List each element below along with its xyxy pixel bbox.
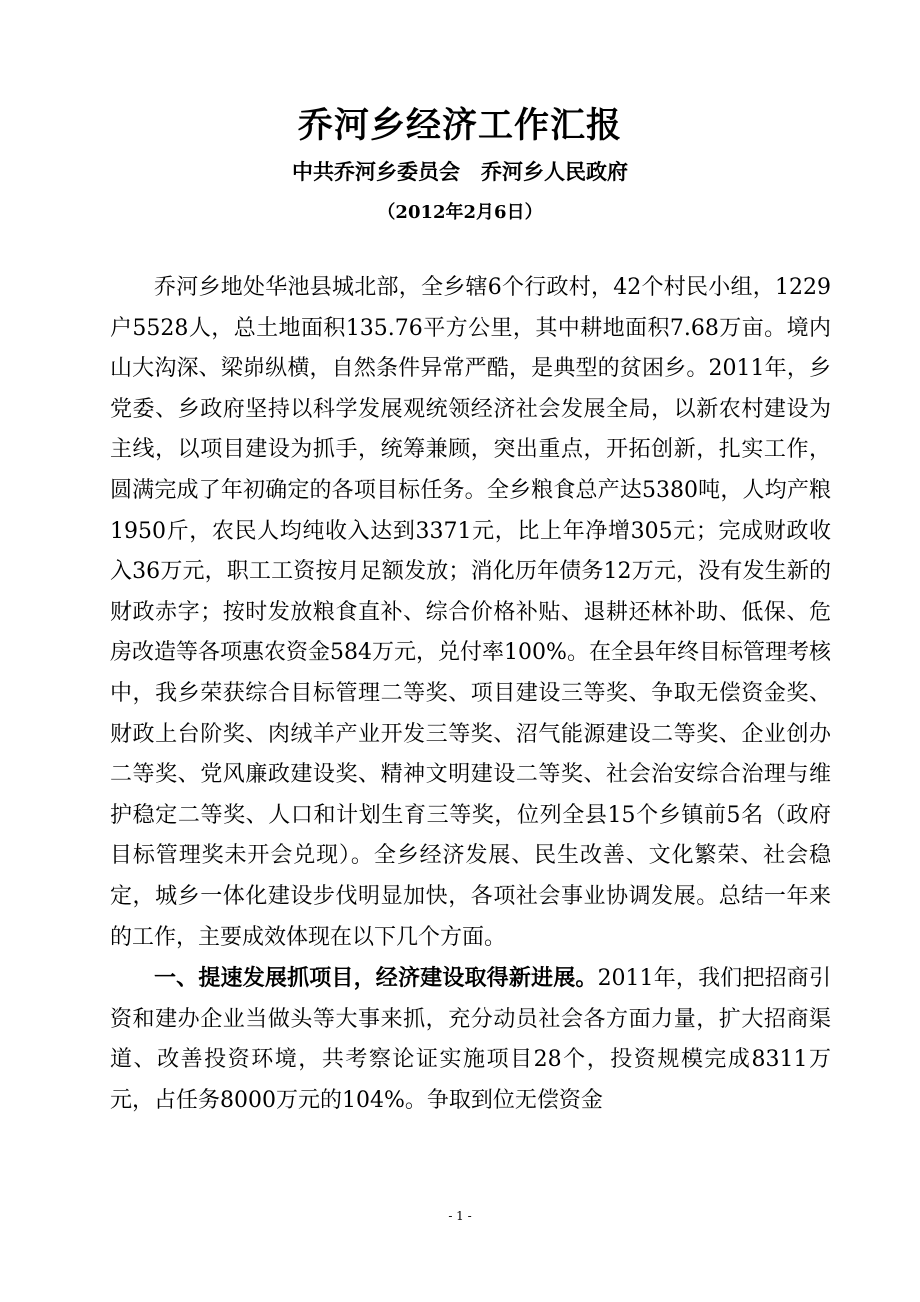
page-number: - 1 - (448, 1209, 472, 1223)
paragraph-intro (110, 268, 831, 958)
paragraph-section-one (110, 958, 831, 1121)
document-issuer: 中共乔河乡委员会 乔河乡人民政府 (292, 160, 628, 184)
document-date: （2012年2月6日） (377, 202, 543, 223)
section-heading: 一、提速发展抓项目，经济建设取得新进展。 (154, 965, 598, 992)
document-body (110, 268, 831, 1121)
document-title: 乔河乡经济工作汇报 (297, 105, 622, 146)
paragraph-text: 2011年，我们把招商引资和建办企业当做头等大事来抓，充分动员社会各方面力量，扩大招商渠道、改善投资环境，共考察论证实施项目28个，投资规模完成8311万元，占任务8000万元的104%。争取到位无偿资金 (110, 966, 831, 1113)
paragraph-text: 乔河乡地处华池县城北部，全乡辖6个行政村，42个村民小组，1229户5528人，总土地面积135.76平方公里，其中耕地面积7.68万亩。境内山大沟深、梁峁纵横，自然条件异常严酷，是典型的贫困乡。2011年，乡党委、乡政府坚持以科学发展观统领经济社会发展全局，以新农村建设为主线，以项目建设为抓手，统筹兼顾，突出重点，开拓创新，扎实工作，圆满完成了年初确定的各项目标任务。全乡粮食总产达5380吨，人均产粮1950斤，农民人均纯收入达到3371元，比上年净增305元；完成财政收入36万元，职工工资按月足额发放；消化历年债务12万元，没有发生新的财政赤字；按时发放粮食直补、综合价格补贴、退耕还林补助、低保、危房改造等各项惠农资金584万元，兑付率100%。在全县年终目标管理考核中，我乡荣获综合目标管理二等奖、项目建设三等奖、争取无偿资金奖、财政上台阶奖、肉绒羊产业开发三等奖、沼气能源建设二等奖、企业创办二等奖、党风廉政建设奖、精神文明建设二等奖、社会治安综合治理与维护稳定二等奖、人口和计划生育三等奖，位列全县15个乡镇前5名（政府目标管理奖未开会兑现）。全乡经济发展、民生改善、文化繁荣、社会稳定，城乡一体化建设步伐明显加快，各项社会事业协调发展。总结一年来的工作，主要成效体现在以下几个方面。 (110, 275, 831, 950)
